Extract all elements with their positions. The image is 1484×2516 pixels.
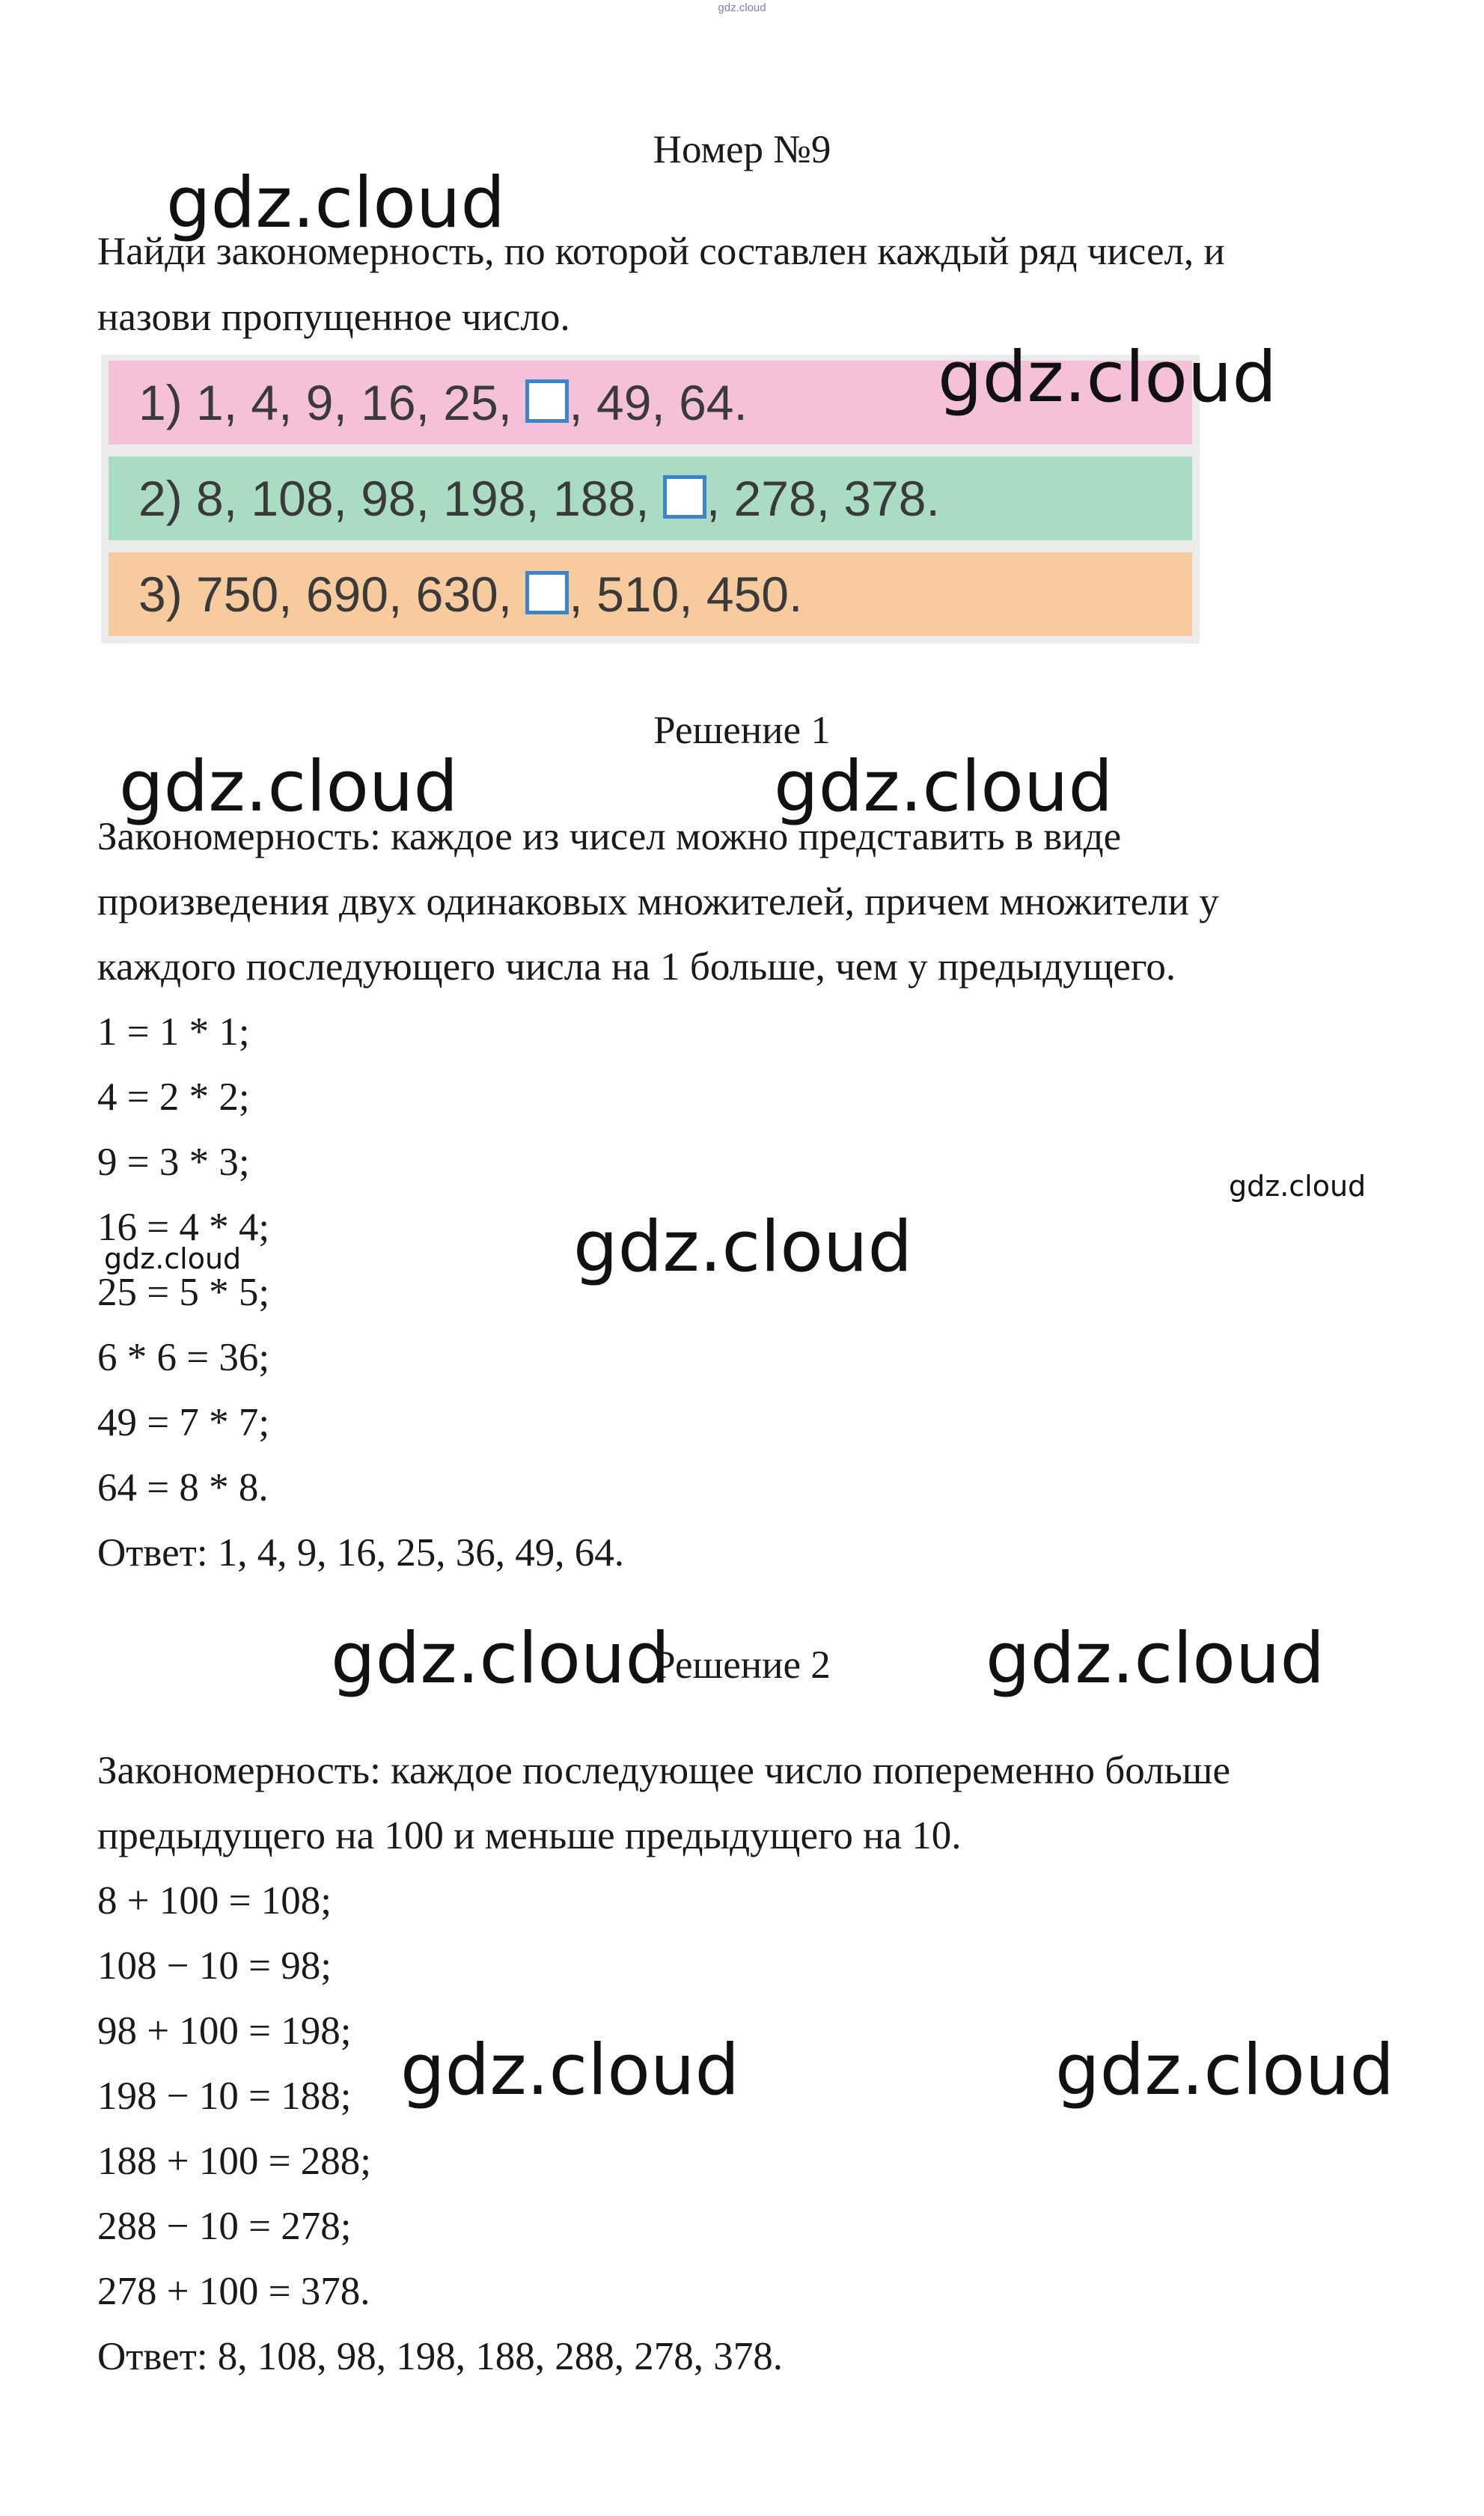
top-watermark: gdz.cloud bbox=[718, 1, 766, 14]
solution-2-step: 108 − 10 = 98; bbox=[97, 1944, 332, 1988]
solution-1-step: 1 = 1 * 1; bbox=[97, 1010, 250, 1054]
missing-number-box bbox=[525, 379, 569, 423]
solution-1-step: 16 = 4 * 4; bbox=[97, 1206, 270, 1249]
solution-2-step: 278 + 100 = 378. bbox=[97, 2270, 370, 2313]
solution-2-text-2: предыдущего на 100 и меньше предыдущего на 10. bbox=[97, 1814, 962, 1857]
solution-1-step: 64 = 8 * 8. bbox=[97, 1466, 269, 1509]
solution-2-heading: Решение 2 bbox=[653, 1643, 831, 1687]
solution-1-step: 25 = 5 * 5; bbox=[97, 1271, 270, 1314]
watermark: gdz.cloud bbox=[331, 1618, 671, 1700]
sequence-row-3 bbox=[109, 552, 1192, 636]
solution-2-answer: Ответ: 8, 108, 98, 198, 188, 288, 278, 378. bbox=[97, 2335, 784, 2378]
solution-1-text-1: Закономерность: каждое из чисел можно представить в виде bbox=[97, 815, 1122, 858]
solution-1-step: 9 = 3 * 3; bbox=[97, 1141, 250, 1184]
row-label: 3) bbox=[138, 567, 183, 622]
watermark: gdz.cloud bbox=[119, 746, 459, 828]
watermark: gdz.cloud bbox=[400, 2030, 740, 2111]
row-numbers-before: 8, 108, 98, 198, 188, bbox=[196, 471, 663, 526]
watermark: gdz.cloud bbox=[166, 162, 506, 244]
solution-1-text-3: каждого последующего числа на 1 больше, чем у предыдущего. bbox=[97, 945, 1176, 989]
missing-number-box bbox=[663, 475, 706, 519]
watermark: gdz.cloud bbox=[104, 1242, 242, 1275]
solution-1-step: 49 = 7 * 7; bbox=[97, 1401, 270, 1444]
row-label: 2) bbox=[138, 471, 183, 526]
task-line-1: Найди закономерность, по которой составлен каждый ряд чисел, и bbox=[97, 230, 1225, 273]
solution-1-answer: Ответ: 1, 4, 9, 16, 25, 36, 49, 64. bbox=[97, 1531, 625, 1575]
solution-1-text-2: произведения двух одинаковых множителей, причем множители у bbox=[97, 880, 1219, 923]
solution-2-step: 98 + 100 = 198; bbox=[97, 2009, 352, 2053]
missing-number-box bbox=[525, 571, 569, 614]
watermark: gdz.cloud bbox=[774, 746, 1114, 828]
watermark: gdz.cloud bbox=[573, 1206, 913, 1288]
row-numbers-before: 1, 4, 9, 16, 25, bbox=[196, 375, 526, 430]
watermark: gdz.cloud bbox=[1229, 1170, 1367, 1203]
sequence-row-2 bbox=[109, 457, 1192, 540]
row-numbers-after: , 510, 450. bbox=[569, 567, 803, 622]
solution-1-step: 6 * 6 = 36; bbox=[97, 1336, 270, 1379]
solution-1-step: 4 = 2 * 2; bbox=[97, 1075, 250, 1119]
row-label: 1) bbox=[138, 375, 183, 430]
solution-2-step: 288 − 10 = 278; bbox=[97, 2205, 352, 2248]
solution-1-heading: Решение 1 bbox=[653, 709, 831, 752]
task-line-2: назови пропущенное число. bbox=[97, 296, 570, 339]
page-title: Номер №9 bbox=[653, 128, 831, 171]
solution-2-step: 8 + 100 = 108; bbox=[97, 1879, 332, 1923]
watermark: gdz.cloud bbox=[938, 337, 1277, 418]
solution-2-text-1: Закономерность: каждое последующее число попеременно больше bbox=[97, 1749, 1230, 1792]
solution-2-step: 188 + 100 = 288; bbox=[97, 2140, 372, 2183]
row-numbers-after: , 49, 64. bbox=[569, 375, 748, 430]
watermark: gdz.cloud bbox=[986, 1618, 1325, 1700]
watermark: gdz.cloud bbox=[1055, 2030, 1395, 2111]
solution-2-step: 198 − 10 = 188; bbox=[97, 2074, 352, 2118]
row-numbers-before: 750, 690, 630, bbox=[196, 567, 526, 622]
row-numbers-after: , 278, 378. bbox=[706, 471, 940, 526]
